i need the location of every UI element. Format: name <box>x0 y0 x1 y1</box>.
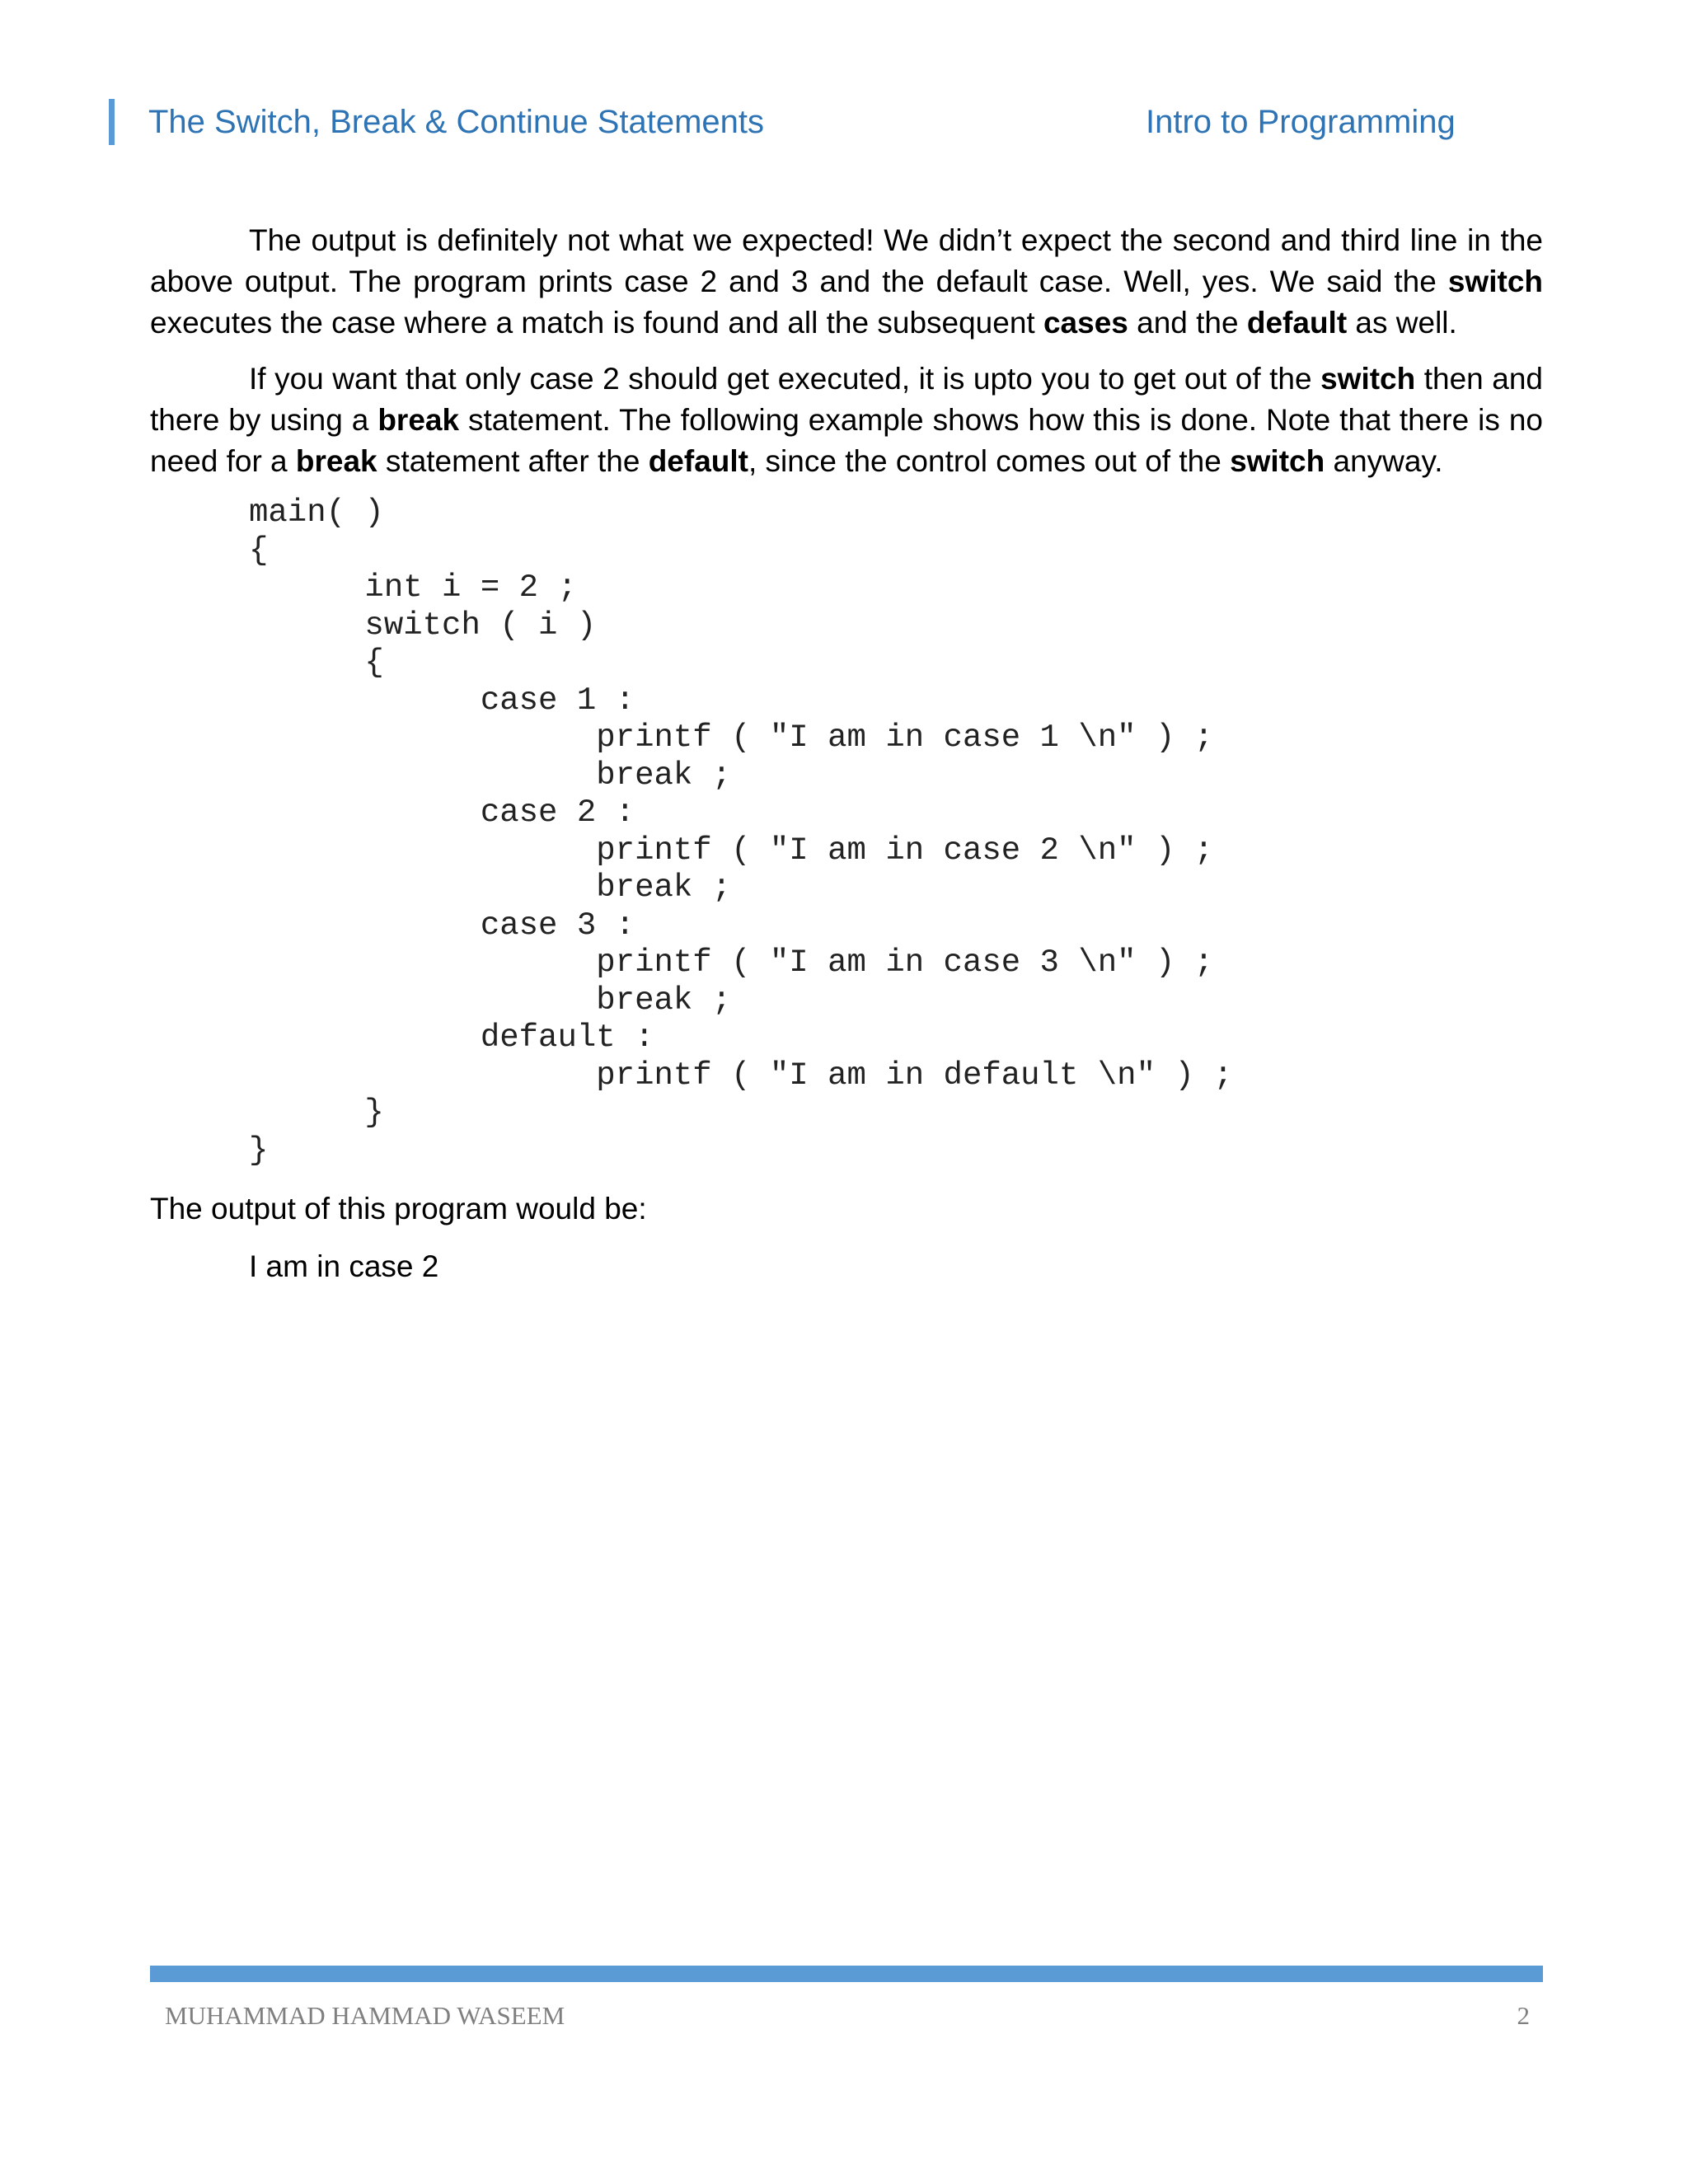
keyword-switch: switch <box>1320 362 1416 396</box>
keyword-default: default <box>648 444 748 478</box>
header-chapter-title: The Switch, Break & Continue Statements <box>148 104 765 140</box>
program-output: I am in case 2 <box>249 1249 439 1283</box>
keyword-switch: switch <box>1230 444 1325 478</box>
paragraph-2-text: then and there by using a <box>150 362 1543 437</box>
paragraph-1-text: and the <box>1128 306 1247 340</box>
header-accent-bar <box>109 99 115 145</box>
paragraph-1-text: as well. <box>1347 306 1457 340</box>
keyword-break: break <box>295 444 377 478</box>
paragraph-2-text: statement. The following example shows how this is done. Note that there is no need for a <box>150 403 1543 478</box>
keyword-switch: switch <box>1447 265 1543 298</box>
paragraph-2-text: anyway. <box>1325 444 1443 478</box>
paragraph-1-text: executes the case where a match is found and all the subsequent <box>150 306 1043 340</box>
paragraph-2-text: If you want that only case 2 should get executed, it is upto you to get out of the <box>249 362 1321 396</box>
paragraph-2 <box>150 359 1543 482</box>
output-label: The output of this program would be: <box>150 1192 647 1226</box>
paragraph-2-text: , since the control comes out of the <box>748 444 1231 478</box>
footer-rule <box>150 1966 1543 1982</box>
keyword-default: default <box>1246 306 1348 340</box>
paragraph-1 <box>150 220 1543 344</box>
footer-author: MUHAMMAD HAMMAD WASEEM <box>165 2001 565 2030</box>
paragraph-1-text: The output is definitely not what we expected! We didn’t expect the second and third line in the above output. The program prints case 2 and 3 and the default case. Well, yes. We said the <box>150 223 1543 298</box>
paragraph-2-text: statement after the <box>377 444 649 478</box>
page-number: 2 <box>1517 2001 1530 2030</box>
keyword-cases: cases <box>1043 306 1128 340</box>
code-listing: main( ) { int i = 2 ; switch ( i ) { case 1 : printf ( "I am in case 1 \n" ) ; break ; case 2 : printf ( "I am in case 2 \n" ) ; break ; case 3 : printf ( "I am in case 3 \n" ) ; break ; default : printf ( "I am in default \n" ) ; } } <box>249 494 1233 1169</box>
header-course-title: Intro to Programming <box>1146 104 1456 140</box>
keyword-break: break <box>377 403 460 437</box>
